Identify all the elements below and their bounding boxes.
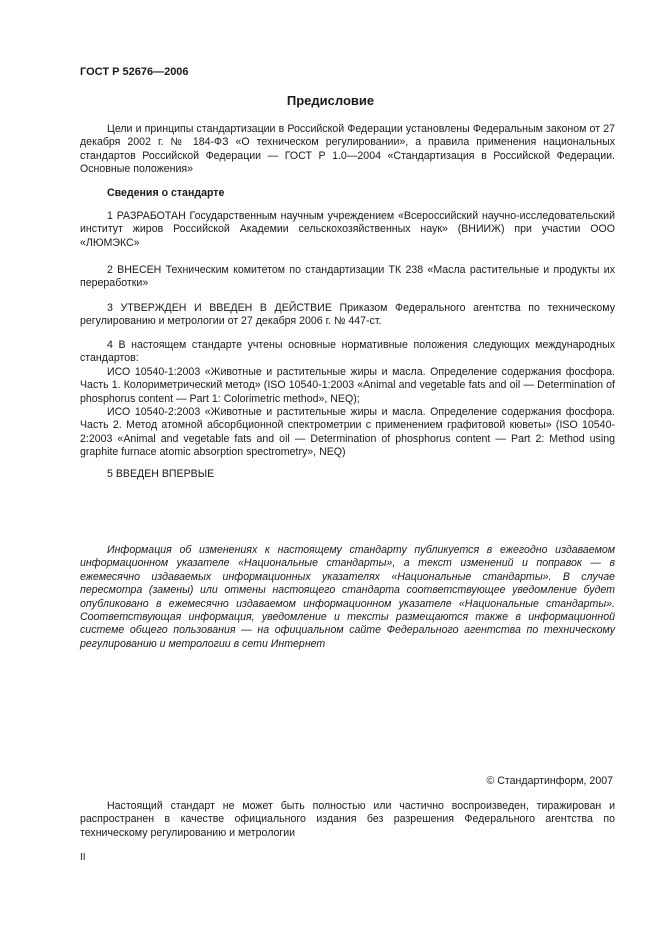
page-title: Предисловие (286, 93, 375, 108)
intro-paragraph: Цели и принципы стандартизации в Российской Федерации установлены Федеральным законом от 27 декабря 2002 г. № 184-ФЗ «О техническом регулировании», а правила применения национальных стандартов Российской Федерации — ГОСТ Р 1.0—2004 «Стандартизация в Российской Федерации. Основные положения» (80, 123, 615, 176)
item4-reference-1: ИСО 10540-1:2003 «Животные и растительные жиры и масла. Определение содержания фосфора. Часть 1. Колориметрический метод» (ISO 10540-1:2003 «Animal and vegetable fats and oil — Determination of phosphorus content — Part 1: Colorimetric method», NEQ); (80, 365, 615, 405)
page-number: II (80, 852, 86, 863)
item4-lead: 4 В настоящем стандарте учтены основные нормативные положения следующих международных стандартов: (80, 339, 615, 365)
document-header-code: ГОСТ Р 52676—2006 (80, 66, 189, 78)
item-submitted-by: 2 ВНЕСЕН Техническим комитетом по стандартизации ТК 238 «Масла растительные и продукты их переработки» (80, 264, 615, 290)
changes-information-notice: Информация об изменениях к настоящему стандарту публикуется в ежегодно издаваемом информационном указателе «Национальные стандарты», а текст изменений и поправок — в ежемесячно издаваемых информационных указателях «Национальные стандарты». В случае пересмотра (замены) или отмены настоящего стандарта соответствующее уведомление будет опубликовано в ежемесячно издаваемом информационном указателе «Национальные стандарты». Соответствующая информация, уведомление и тексты размещаются также в информационной системе общего пользования — на официальном сайте Федерального агентства по техническому регулированию и метрологии в сети Интернет (80, 544, 615, 650)
item-introduced-first: 5 ВВЕДЕН ВПЕРВЫЕ (107, 468, 215, 480)
copyright-line: © Стандартинформ, 2007 (486, 775, 613, 787)
standard-info-heading: Сведения о стандарте (107, 187, 225, 199)
item-approved: 3 УТВЕРЖДЕН И ВВЕДЕН В ДЕЙСТВИЕ Приказом Федерального агентства по техническому регулированию и метрологии от 27 декабря 2006 г. № 447-ст. (80, 302, 615, 328)
item-developed-by: 1 РАЗРАБОТАН Государственным научным учреждением «Всероссийский научно-исследовательский институт жиров Российской Академии сельскохозяйственных наук» (ВНИИЖ) при участии ООО «ЛЮМЭКС» (80, 210, 615, 249)
item-international-standards (80, 339, 615, 460)
item4-reference-2: ИСО 10540-2:2003 «Животные и растительные жиры и масла. Определение содержания фосфора. Часть 2. Метод атомной абсорбционной спектрометрии с применением графитовой кюветы» (ISO 10540-2:2003 «Animal and vegetable fats and oil — Determination of phosphorus content — Part 2: Method using graphite furnace atomic absorption spectrometry», NEQ) (80, 406, 615, 459)
reproduction-rights-notice: Настоящий стандарт не может быть полностью или частично воспроизведен, тиражирован и распространен в качестве официального издания без разрешения Федерального агентства по техническому регулированию и метрологии (80, 800, 615, 839)
